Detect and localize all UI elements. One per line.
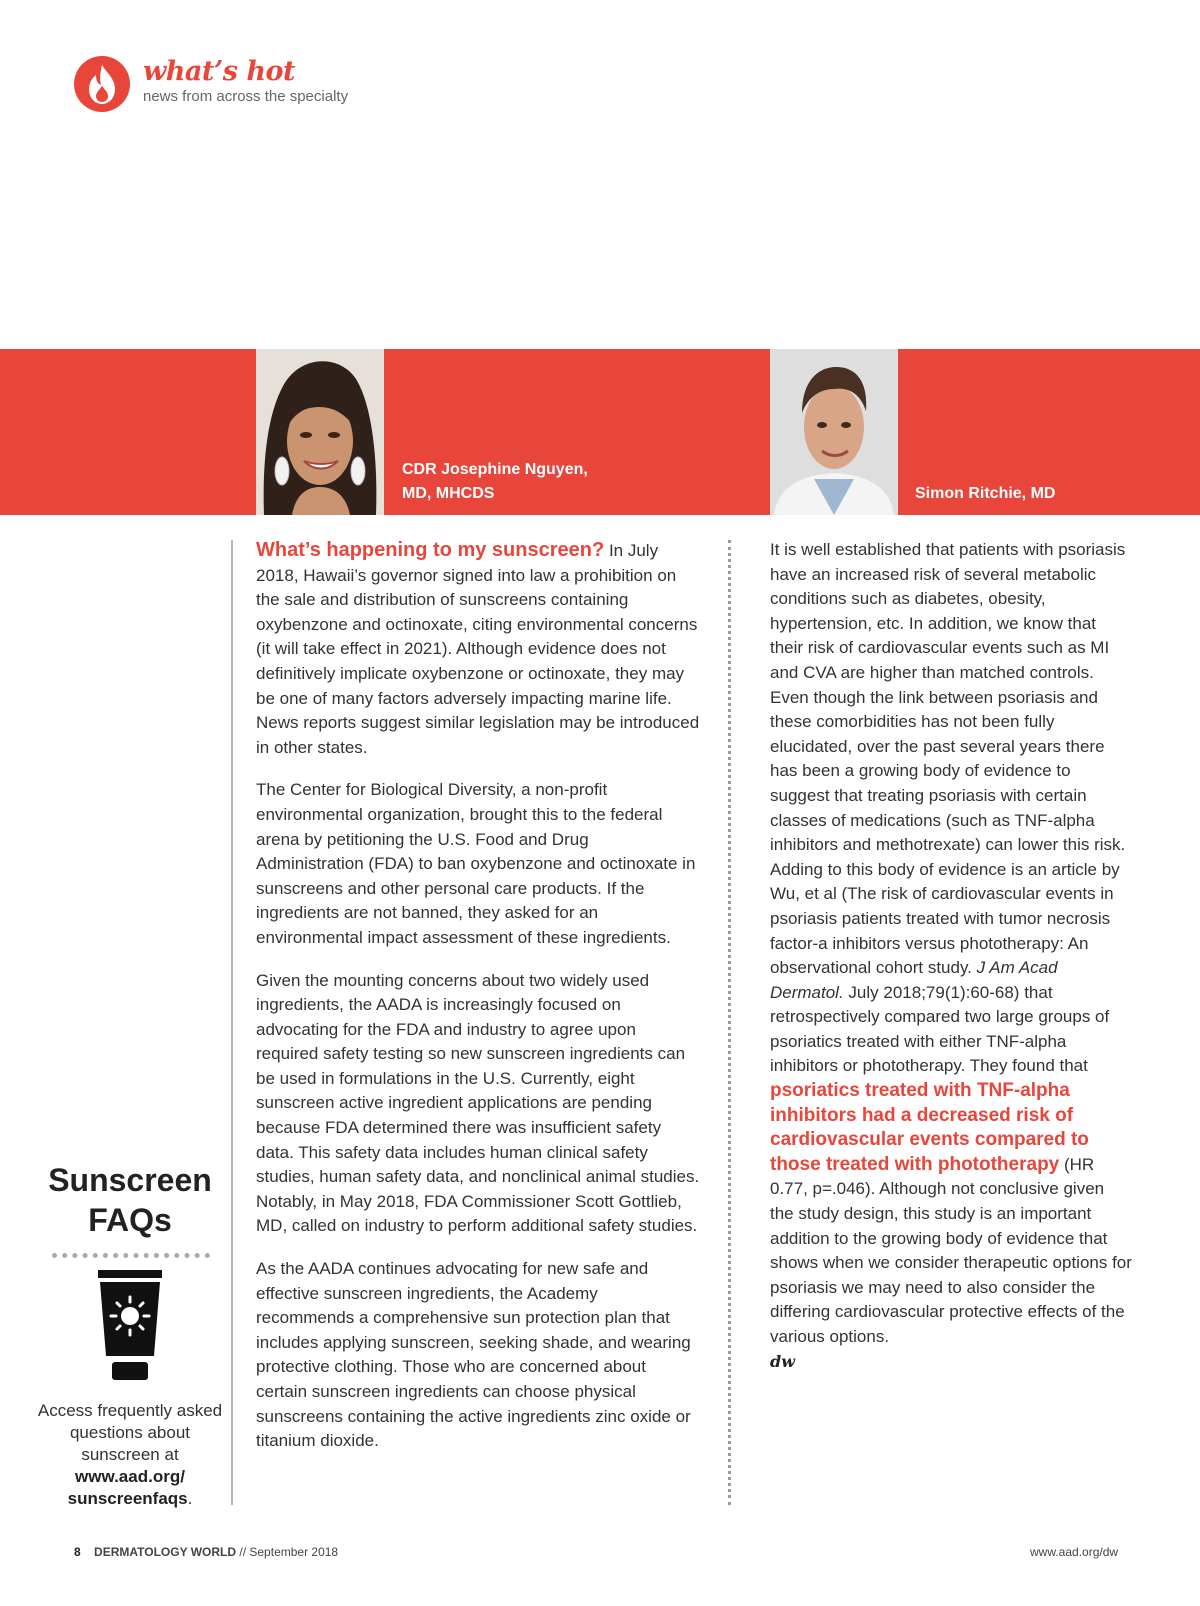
section-title: what’s hot — [143, 56, 295, 87]
magazine-name: DERMATOLOGY WORLD — [94, 1545, 237, 1559]
author-name-line-1: CDR Josephine Nguyen, — [402, 461, 588, 478]
journal-citation: J Am Acad Dermatol. — [770, 958, 1058, 1002]
flame-icon — [74, 56, 130, 112]
article-paragraph: Given the mounting concerns about two widely used ingredients, the AADA is increasingly focused on advocating for the FDA and industry to agree upon required safety testing so new sunscreen ingredients can be used in formulations in the U.S. Currently, eight sunscreen active ingredient applications are pending because FDA determined there was insufficient safety data. This safety data includes human clinical safety studies, human safety data, and nonclinical animal studies. Notably, in May 2018, FDA Commissioner Scott Gottlieb, MD, called on industry to perform additional safety studies. — [256, 970, 700, 1236]
article-psoriasis — [770, 538, 1132, 1392]
faq-link-line[interactable]: www.aad.org/ — [75, 1467, 185, 1486]
sunscreen-tube-icon — [92, 1270, 168, 1382]
author-photo-nguyen — [256, 349, 384, 515]
sidebar-title-line: Sunscreen — [48, 1162, 212, 1198]
faq-link-suffix: . — [187, 1489, 193, 1508]
column-divider — [728, 540, 731, 1505]
article-lead: What’s happening to my sunscreen? — [256, 539, 605, 561]
footer-left — [74, 1545, 338, 1559]
sidebar-title-line: FAQs — [88, 1202, 172, 1238]
signoff-mark: dw — [770, 1351, 795, 1371]
section-subtitle: news from across the specialty — [143, 88, 349, 105]
article-highlight: psoriatics treated with TNF-alpha inhibitors had a decreased risk of cardiovascular events compared to those treated with phototherapy — [770, 1080, 1089, 1175]
sidebar-dotted-rule — [52, 1253, 210, 1258]
author-photo-ritchie — [770, 349, 898, 515]
article-paragraph — [770, 538, 1132, 1374]
sidebar-text — [30, 1400, 230, 1510]
article-paragraph — [256, 538, 700, 760]
sidebar-title — [30, 1160, 230, 1240]
author-name-ritchie: Simon Ritchie, MD — [915, 485, 1056, 502]
issue-date: // September 2018 — [239, 1545, 339, 1559]
article-text: July 2018;79(1):60-68) that retrospectively compared two large groups of psoriatics treated with either TNF-alpha inhibitors or phototherapy. They found that — [770, 982, 1110, 1076]
article-text: (HR 0.77, p=.046). Although not conclusive given the study design, this study is an important addition to the growing body of evidence that shows when we consider therapeutic options for psoriasis we may need to also consider the differing cardiovascular protective effects of the various options. — [770, 1154, 1132, 1346]
article-text: It is well established that patients with psoriasis have an increased risk of several metabolic conditions such as diabetes, obesity, hypertension, etc. In addition, we know that their risk of cardiovascular events such as MI and CVA are higher than matched controls. Even though the link between psoriasis and these comorbidities has not been fully elucidated, over the past several years there has been a growing body of evidence to suggest that treating psoriasis with certain classes of medications (such as TNF-alpha inhibitors and methotrexate) can lower this risk. Adding to this body of evidence is an article by Wu, et al (The risk of cardiovascular events in psoriasis patients treated with tumor necrosis factor-a inhibitors versus phototherapy: An observational cohort study. — [770, 540, 1126, 978]
faq-link-line[interactable]: sunscreenfaqs — [67, 1489, 188, 1508]
footer-url: www.aad.org/dw — [1030, 1545, 1119, 1559]
article-sunscreen — [256, 538, 700, 1472]
article-text: In July 2018, Hawaii’s governor signed into law a prohibition on the sale and distribution of sunscreens containing oxybenzone and octinoxate, citing environmental concerns (it will take effect in 2021). Although evidence does not definitively implicate oxybenzone or octinoxate, they may be one of many factors adversely impacting marine life. News reports suggest similar legislation may be introduced in other states. — [256, 541, 700, 757]
faq-link[interactable] — [68, 1467, 188, 1508]
article-paragraph: As the AADA continues advocating for new safe and effective sunscreen ingredients, the Academy recommends a comprehensive sun protection plan that includes applying sunscreen, seeking shade, and wearing protective clothing. Those who are concerned about certain sunscreen ingredients can choose physical sunscreens containing the active ingredients zinc oxide or titanium dioxide. — [256, 1259, 691, 1451]
sidebar-divider — [231, 540, 233, 1505]
article-paragraph: The Center for Biological Diversity, a non-profit environmental organization, brought this to the federal arena by petitioning the U.S. Food and Drug Administration (FDA) to ban oxybenzone and octinoxate in sunscreens and other personal care products. If the ingredients are not banned, they asked for an environmental impact assessment of these ingredients. — [256, 780, 696, 947]
sidebar-description: Access frequently asked questions about sunscreen at — [37, 1401, 223, 1464]
page-number: 8 — [74, 1545, 81, 1559]
author-name-nguyen — [402, 458, 588, 506]
author-name-line-2: MD, MHCDS — [402, 485, 495, 502]
